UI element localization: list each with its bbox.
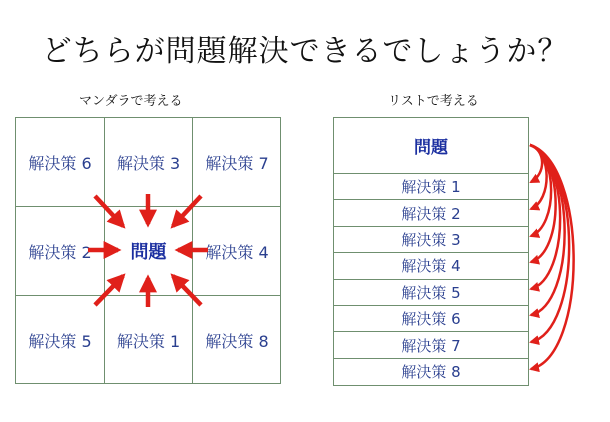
list-label: リストで考える [388,94,479,109]
list-item-3: 解決策 3 [334,227,528,253]
mandala-cell-top-left: 解決策 6 [16,118,105,207]
list-item-8: 解決策 8 [401,363,461,382]
slide-title: どちらが問題解決できるでしょうか？ [41,34,569,69]
arrow-from-bottom-right [173,276,201,305]
mandala-cell-bottom: 解決策 1 [105,296,193,384]
mandala-label: マンダラで考える [79,94,183,109]
arrow-from-top-right [173,196,201,226]
list-item-7: 解決策 7 [334,332,528,358]
mandala-cell-top: 解決策 3 [105,118,193,207]
mandala-cell-center-problem: 問題 [105,207,193,296]
list-item-1: 解決策 1 [334,174,528,200]
list-item-6: 解決策 6 [334,306,528,332]
mandala-arrows [88,194,208,307]
arrow-from-top-left [95,196,123,226]
mandala-cell-bottom-left: 解決策 5 [16,296,105,384]
mandala-cell-right: 解決策 4 [193,207,281,296]
arrow-from-bottom-left [95,276,123,305]
mandala-cell-left: 解決策 2 [16,207,105,296]
mandala-cell-bottom-right: 解決策 8 [205,331,269,351]
list-arrows [530,145,574,369]
list-item-4: 解決策 4 [334,253,528,279]
list-item-2: 解決策 2 [334,200,528,226]
list-item-5: 解決策 5 [334,280,528,306]
mandala-cell-top-right: 解決策 7 [193,118,281,207]
list-header-problem: 問題 [334,118,528,174]
